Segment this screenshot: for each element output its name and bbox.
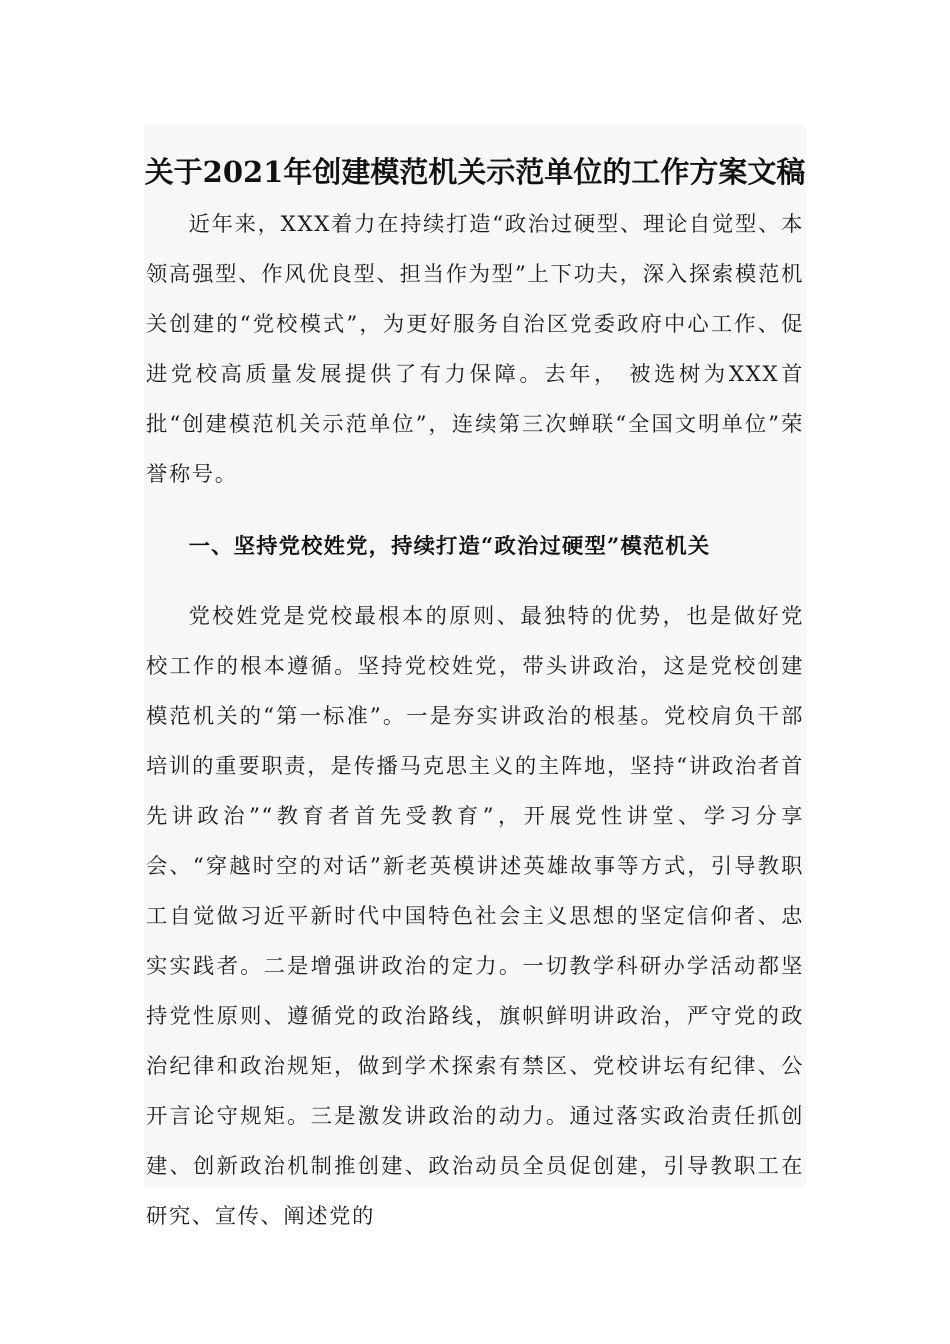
intro-paragraph: 近年来，XXX着力在持续打造“政治过硬型、理论自觉型、本领高强型、作风优良型、担当作为型”上下功夫，深入探索模范机关创建的“党校模式”，为更好服务自治区党委政府中心工作、促进党校高质量发展提供了有力保障。去年， 被选树为XXX首批“创建模范机关示范单位”，连续第三次蝉联“全国文明单位”荣誉称号。 — [146, 212, 804, 487]
section-paragraph: 党校姓党是党校最根本的原则、最独特的优势，也是做好党校工作的根本遵循。坚持党校姓党，带头讲政治，这是党校创建模范机关的“第一标准”。一是夯实讲政治的根基。党校肩负干部培训的重要职责，是传播马克思主义的主阵地，坚持“讲政治者首先讲政治”“教育者首先受教育”，开展党性讲堂、学习分享会、“穿越时空的对话”新老英模讲述英雄故事等方式，引导教职工自觉做习近平新时代中国特色社会主义思想的坚定信仰者、忠实实践者。二是增强讲政治的定力。一切教学科研办学活动都坚持党性原则、遵循党的政治路线，旗帜鲜明讲政治，严守党的政治纪律和政治规矩，做到学术探索有禁区、党校讲坛有纪律、公开言论守规矩。三是激发讲政治的动力。通过落实政治责任抓创建、创新政治机制推创建、政治动员全员促创建，引导教职工在研究、宣传、阐述党的 — [146, 604, 804, 1229]
section-heading: 一、坚持党校姓党，持续打造“政治过硬型”模范机关 — [188, 534, 711, 559]
document-title: 关于2021年创建模范机关示范单位的工作方案文稿 — [144, 155, 806, 190]
